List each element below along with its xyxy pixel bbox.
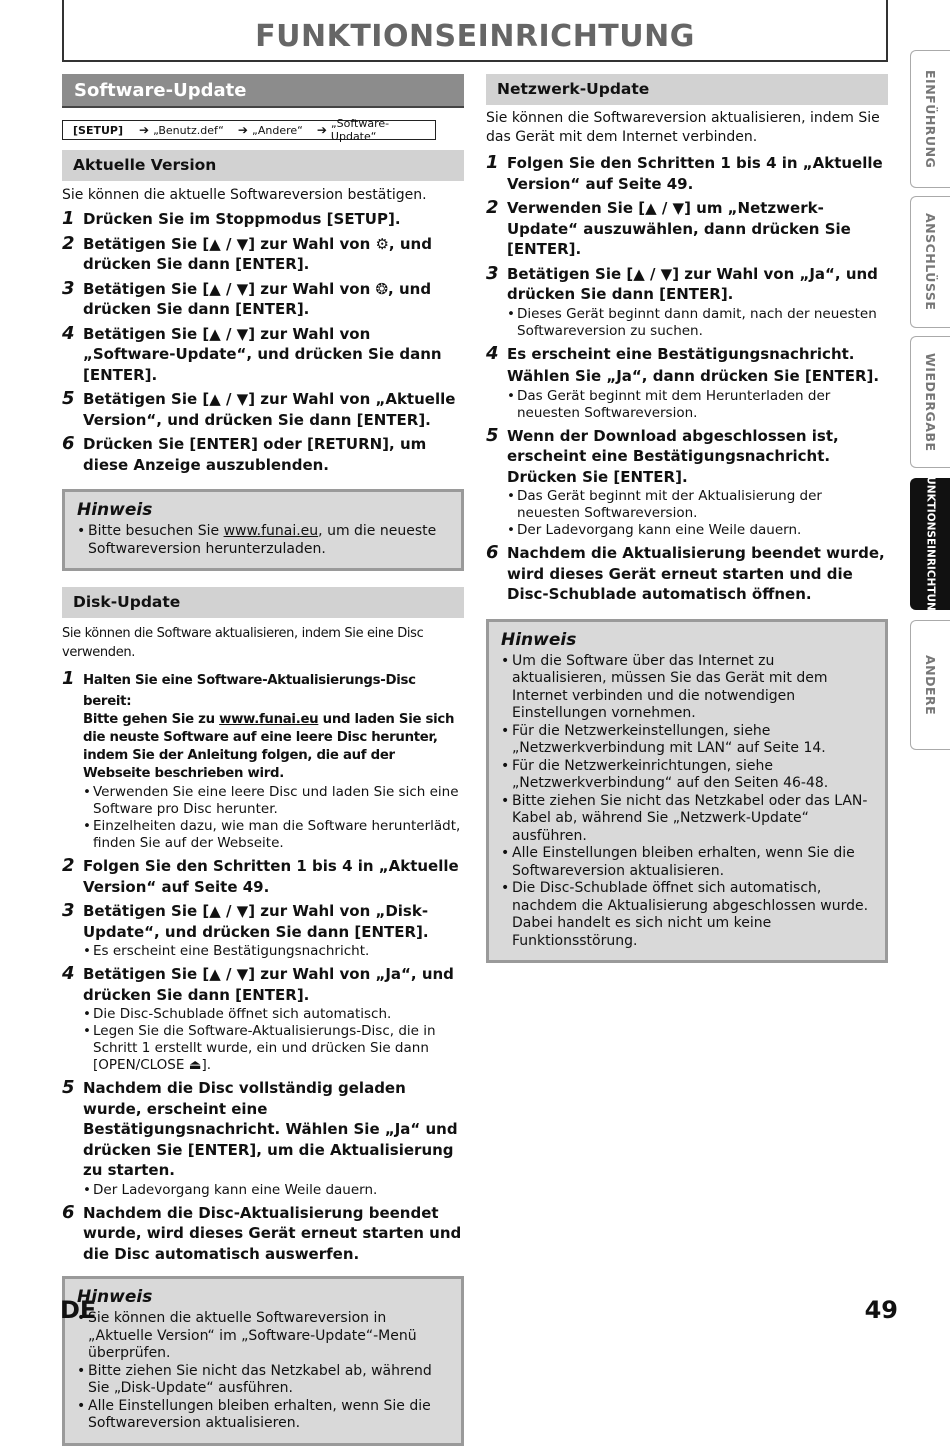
step-number: 4 bbox=[62, 322, 75, 344]
step-text: Folgen Sie den Schritten 1 bis 4 in „Aktuelle Version“ auf Seite 49. bbox=[83, 857, 459, 896]
step-number: 5 bbox=[486, 424, 499, 446]
left-column bbox=[62, 74, 464, 1446]
tab-einfuehrung[interactable] bbox=[910, 50, 950, 188]
tab-andere[interactable] bbox=[910, 620, 950, 750]
nav-crumb: „Software-Update“ bbox=[330, 117, 390, 143]
current-version-intro: Sie können die aktuelle Softwareversion bestätigen. bbox=[62, 187, 427, 203]
tab-label: ANDERE bbox=[923, 654, 938, 716]
step-number: 1 bbox=[62, 208, 75, 229]
current-version-steps bbox=[62, 209, 464, 475]
setup-key-label: [SETUP] bbox=[73, 123, 123, 137]
page-title-box bbox=[62, 0, 888, 62]
step-text: Nachdem die Disc vollständig geladen wurde, erscheint eine Bestätigungsnachricht. Wählen Sie „Ja“ und drücken Sie [ENTER], um die Aktualisierung zu starten. bbox=[83, 1079, 458, 1179]
tab-wiedergabe[interactable] bbox=[910, 336, 950, 468]
step-number: 3 bbox=[62, 277, 75, 299]
step-bullets bbox=[83, 943, 464, 960]
note-box-disk-update bbox=[62, 1276, 464, 1446]
step-bullets bbox=[507, 388, 888, 422]
step-item bbox=[62, 279, 464, 320]
bullet-item: • Dieses Gerät beginnt dann damit, nach der neuesten Softwareversion zu suchen. bbox=[507, 306, 888, 340]
note-item bbox=[77, 523, 449, 558]
step-text bbox=[507, 345, 888, 387]
note-item: • Bitte ziehen Sie nicht das Netzkabel oder das LAN-Kabel ab, während Sie „Netzwerk-Update“ ausführen. bbox=[501, 793, 873, 846]
step-text-part: Es erscheint eine Bestätigungsnachricht. bbox=[507, 344, 855, 363]
note-item: • Um die Software über das Internet zu aktualisieren, müssen Sie das Gerät mit dem Internet verbinden und die notwendigen Einstellungen vornehmen. bbox=[501, 653, 873, 723]
step-number: 1 bbox=[486, 152, 499, 173]
step-number: 4 bbox=[62, 963, 75, 984]
bullet-item: • Verwenden Sie eine leere Disc und laden Sie sich eine Software pro Disc herunter. bbox=[83, 784, 464, 818]
step-number: 5 bbox=[62, 1077, 75, 1098]
step-item bbox=[62, 856, 464, 897]
step-number: 4 bbox=[486, 342, 499, 364]
note-title: Hinweis bbox=[77, 500, 153, 520]
step-text: Drücken Sie [ENTER] oder [RETURN], um diese Anzeige auszublenden. bbox=[83, 435, 427, 474]
note-text: , um die neueste Softwareversion herunterzuladen. bbox=[88, 523, 437, 557]
note-item: • Alle Einstellungen bleiben erhalten, wenn Sie die Softwareversion aktualisieren. bbox=[501, 845, 873, 880]
step-bullets bbox=[83, 1006, 464, 1074]
step-text-part: Bitte gehen Sie zu bbox=[83, 712, 220, 727]
subsection-title-current-version: Aktuelle Version bbox=[62, 150, 464, 181]
step-bullets bbox=[507, 488, 888, 539]
tab-label: EINFÜHRUNG bbox=[923, 69, 938, 169]
tab-label: ANSCHLÜSSE bbox=[923, 213, 938, 311]
bullet-item: • Einzelheiten dazu, wie man die Software herunterlädt, finden Sie auf der Webseite. bbox=[83, 818, 464, 852]
step-item bbox=[62, 434, 464, 475]
disk-update-intro: Sie können die Software aktualisieren, indem Sie eine Disc verwenden. bbox=[62, 626, 424, 660]
bullet-item: • Der Ladevorgang kann eine Weile dauern. bbox=[83, 1182, 464, 1199]
subsection-title-disk-update: Disk-Update bbox=[62, 587, 464, 618]
step-text: Wenn der Download abgeschlossen ist, erscheint eine Bestätigungsnachricht. Drücken Sie [ENTER]. bbox=[507, 426, 839, 486]
step-text: Betätigen Sie [▲ / ▼] zur Wahl von „Software-Update“, und drücken Sie dann [ENTER]. bbox=[83, 324, 442, 384]
step-text: Betätigen Sie [▲ / ▼] zur Wahl von „Ja“, und drücken Sie dann [ENTER]. bbox=[507, 264, 878, 303]
bullet-item: • Das Gerät beginnt mit dem Herunterladen der neuesten Softwareversion. bbox=[507, 388, 888, 422]
right-column bbox=[486, 74, 888, 963]
step-item bbox=[62, 324, 464, 386]
note-item: • Für die Netzwerkeinstellungen, siehe „Netzwerkverbindung mit LAN“ auf Seite 14. bbox=[501, 723, 873, 758]
bullet-item: • Die Disc-Schublade öffnet sich automatisch. bbox=[83, 1006, 464, 1023]
step-text: Folgen Sie den Schritten 1 bis 4 in „Aktuelle Version“ auf Seite 49. bbox=[507, 154, 883, 193]
funai-link[interactable]: www.funai.eu bbox=[223, 523, 319, 539]
arrow-right-icon: ➔ bbox=[316, 123, 327, 137]
step-item bbox=[486, 426, 888, 540]
note-title: Hinweis bbox=[501, 629, 577, 650]
step-item bbox=[486, 344, 888, 422]
step-item bbox=[62, 1078, 464, 1199]
note-box-current-version bbox=[62, 489, 464, 571]
step-number: 3 bbox=[486, 262, 499, 284]
funai-link[interactable]: www.funai.eu bbox=[219, 712, 319, 727]
step-text: Nachdem die Aktualisierung beendet wurde, wird dieses Gerät erneut starten und die Disc-Schublade automatisch öffnen. bbox=[507, 544, 885, 603]
step-text: Betätigen Sie [▲ / ▼] zur Wahl von ⚙, und drücken Sie dann [ENTER]. bbox=[83, 234, 432, 273]
step-number: 5 bbox=[62, 388, 75, 409]
bullet-item: • Der Ladevorgang kann eine Weile dauern. bbox=[507, 522, 888, 539]
nav-crumb: „Benutz.def“ bbox=[153, 123, 224, 137]
step-item bbox=[62, 669, 464, 852]
step-item bbox=[62, 1203, 464, 1265]
note-box-network-update bbox=[486, 619, 888, 964]
step-item bbox=[62, 389, 464, 430]
step-number: 3 bbox=[62, 900, 75, 921]
step-text: Betätigen Sie [▲ / ▼] zur Wahl von ❂, und drücken Sie dann [ENTER]. bbox=[83, 279, 432, 318]
note-item: • Bitte ziehen Sie nicht das Netzkabel ab, während Sie „Disk-Update“ ausführen. bbox=[77, 1363, 449, 1398]
page-title: FUNKTIONSEINRICHTUNG bbox=[255, 19, 695, 54]
note-title: Hinweis bbox=[77, 1287, 153, 1307]
arrow-right-icon: ➔ bbox=[237, 123, 248, 137]
note-text: Bitte besuchen Sie bbox=[88, 523, 224, 539]
step-item bbox=[486, 543, 888, 605]
nav-crumb: „Andere“ bbox=[251, 123, 303, 137]
step-number: 6 bbox=[62, 433, 75, 454]
page-number: 49 bbox=[864, 1296, 898, 1324]
step-number: 2 bbox=[62, 232, 75, 254]
step-text: Betätigen Sie [▲ / ▼] zur Wahl von „Disk-Update“, und drücken Sie dann [ENTER]. bbox=[83, 902, 429, 941]
step-item bbox=[62, 901, 464, 960]
step-number: 1 bbox=[62, 668, 75, 689]
step-item bbox=[62, 209, 464, 230]
step-text: Betätigen Sie [▲ / ▼] zur Wahl von „Aktuelle Version“, und drücken Sie dann [ENTER]. bbox=[83, 390, 456, 429]
step-text: Verwenden Sie [▲ / ▼] um „Netzwerk-Update“ auszuwählen, dann drücken Sie [ENTER]. bbox=[507, 199, 851, 258]
bullet-item: • Legen Sie die Software-Aktualisierungs-Disc, die in Schritt 1 erstellt wurde, ein und drücken Sie dann [OPEN/CLOSE ⏏]. bbox=[83, 1023, 464, 1074]
step-number: 2 bbox=[486, 197, 499, 218]
footer-language: DE bbox=[60, 1296, 97, 1324]
tab-anschluesse[interactable] bbox=[910, 196, 950, 328]
tab-label: WIEDERGABE bbox=[923, 352, 938, 452]
step-item bbox=[486, 198, 888, 260]
step-item bbox=[62, 964, 464, 1074]
bullet-item: • Es erscheint eine Bestätigungsnachricht. bbox=[83, 943, 464, 960]
network-update-intro: Sie können die Softwareversion aktualisieren, indem Sie das Gerät mit dem Internet verbinden. bbox=[486, 110, 880, 145]
step-bullets bbox=[83, 1182, 464, 1199]
tab-label: FUNKTIONSEINRICHTUNG bbox=[924, 468, 937, 620]
note-item: • Alle Einstellungen bleiben erhalten, wenn Sie die Softwareversion aktualisieren. bbox=[77, 1398, 449, 1433]
step-text bbox=[83, 673, 464, 783]
note-item: • Sie können die aktuelle Softwareversion in „Aktuelle Version“ im „Software-Update“-Menü überprüfen. bbox=[77, 1310, 449, 1363]
step-item bbox=[486, 264, 888, 340]
step-bullets bbox=[507, 306, 888, 340]
network-update-steps bbox=[486, 153, 888, 605]
step-text: Drücken Sie im Stoppmodus [SETUP]. bbox=[83, 210, 401, 228]
setup-navigation-path bbox=[62, 117, 436, 143]
step-text-part: und laden Sie sich die neuste Software auf eine leere Disc herunter, indem Sie der Anleitung folgen, die auf der Webseite beschrieben wird. bbox=[83, 712, 455, 781]
step-item bbox=[62, 234, 464, 275]
step-number: 6 bbox=[62, 1201, 75, 1223]
section-title-software-update: Software-Update bbox=[62, 74, 464, 108]
step-text: Betätigen Sie [▲ / ▼] zur Wahl von „Ja“, und drücken Sie dann [ENTER]. bbox=[83, 965, 454, 1004]
arrow-right-icon: ➔ bbox=[139, 123, 150, 137]
tab-funktionseinrichtung[interactable] bbox=[910, 468, 950, 620]
note-item: • Für die Netzwerkeinrichtungen, siehe „Netzwerkverbindung“ auf den Seiten 46-48. bbox=[501, 758, 873, 793]
note-item: • Die Disc-Schublade öffnet sich automatisch, nachdem die Aktualisierung abgeschlossen wurde. Dabei handelt es sich nicht um keine Funktionsstörung. bbox=[501, 880, 873, 950]
step-number: 2 bbox=[62, 855, 75, 876]
step-bullets bbox=[83, 784, 464, 852]
step-heading: Halten Sie eine Software-Aktualisierungs-Disc bereit: bbox=[83, 673, 416, 709]
step-text-part: Wählen Sie „Ja“, dann drücken Sie [ENTER]. bbox=[507, 367, 880, 385]
bullet-item: • Das Gerät beginnt mit der Aktualisierung der neuesten Softwareversion. bbox=[507, 488, 888, 522]
step-item bbox=[486, 153, 888, 194]
disk-update-steps bbox=[62, 669, 464, 1264]
step-number: 6 bbox=[486, 542, 499, 563]
subsection-title-network-update: Netzwerk-Update bbox=[486, 74, 888, 105]
step-text: Nachdem die Disc-Aktualisierung beendet wurde, wird dieses Gerät erneut starten und die Disc automatisch auswerfen. bbox=[83, 1203, 462, 1263]
